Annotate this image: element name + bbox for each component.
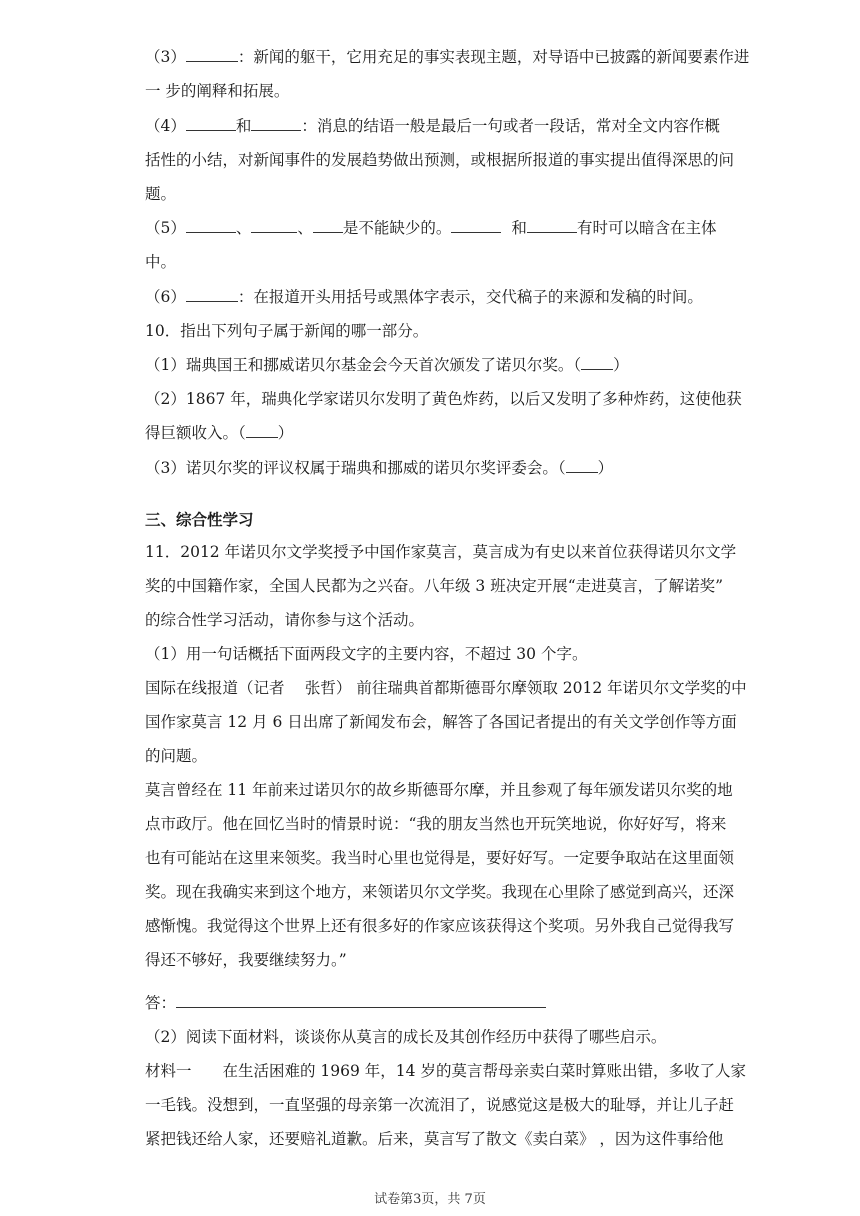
q11-passage-1-line-1: 国际在线报道（记者 张哲） 前往瑞典首都斯德哥尔摩领取 2012 年诺贝尔文学奖的中 [145, 679, 747, 697]
q9-item-5-line-1: （5） 、 、 是不能缺少的。 和 有时可以暗含在主体 [145, 219, 717, 237]
q11-answer-line: 答： [145, 993, 725, 1013]
q11-passage-2-line-5: 感惭愧。我觉得这个世界上还有很多好的作家应该获得这个奖项。另外我自己觉得我写 [145, 917, 735, 935]
q10-stem: 10．指出下列句子属于新闻的哪一部分。 [145, 322, 429, 340]
q10-sentence-1: （1）瑞典国王和挪威诺贝尔基金会今天首次颁发了诺贝尔奖。（ ） [145, 356, 629, 374]
answer-blank[interactable] [581, 355, 613, 370]
q11-material-1-line-1: 材料一 在生活困难的 1969 年，14 岁的莫言帮母亲卖白菜时算账出错，多收了人家 [145, 1062, 746, 1080]
q11-passage-2-line-1: 莫言曾经在 11 年前来过诺贝尔的故乡斯德哥尔摩，并且参观了每年颁发诺贝尔奖的地 [145, 781, 733, 799]
q9-item-5-line-2: 中。 [145, 253, 177, 271]
answer-blank[interactable] [313, 218, 343, 233]
q9-item-6-line-1: （6） ：在报道开头用括号或黑体字表示，交代稿子的来源和发稿的时间。 [145, 288, 703, 306]
answer-blank[interactable] [186, 116, 236, 131]
q11-passage-2-line-2: 点市政厅。他在回忆当时的情景时说：“我的朋友当然也开玩笑地说，你好好写，将来 [145, 815, 727, 833]
q9-item-4-line-3: 题。 [145, 185, 177, 203]
q11-passage-1-line-3: 的问题。 [145, 747, 208, 765]
q11-passage-1-line-2: 国作家莫言 12 月 6 日出席了新闻发布会，解答了各国记者提出的有关文学创作等方面 [145, 713, 737, 731]
answer-blank[interactable] [566, 458, 598, 473]
answer-blank[interactable] [251, 116, 301, 131]
q9-item-3-line-1: （3） ：新闻的躯干，它用充足的事实表现主题，对导语中已披露的新闻要素作进 [145, 48, 750, 66]
answer-blank[interactable] [246, 423, 278, 438]
answer-blank[interactable] [186, 287, 238, 302]
answer-blank[interactable] [527, 218, 577, 233]
answer-blank[interactable] [451, 218, 501, 233]
q11-material-1-line-3: 紧把钱还给人家，还要赔礼道歉。后来，莫言写了散文《卖白菜》 ，因为这件事给他 [145, 1130, 724, 1148]
q11-passage-2-line-4: 奖。现在我确实来到这个地方，来领诺贝尔文学奖。我现在心里除了感觉到高兴，还深 [145, 883, 735, 901]
q10-sentence-2-line-1: （2）1867 年，瑞典化学家诺贝尔发明了黄色炸药，以后又发明了多种炸药，这使他获 [145, 390, 742, 408]
answer-blank[interactable] [176, 993, 546, 1008]
answer-blank[interactable] [251, 218, 297, 233]
q10-sentence-2-line-2: 得巨额收入。（ ） [145, 424, 294, 442]
answer-blank[interactable] [186, 47, 238, 62]
q11-passage-2-line-3: 也有可能站在这里来领奖。我当时心里也觉得是，要好好写。一定要争取站在这里面领 [145, 849, 735, 867]
q9-item-3-line-2: 一 步的阐释和拓展。 [145, 82, 290, 100]
q11-stem-line-1: 11．2012 年诺贝尔文学奖授予中国作家莫言，莫言成为有史以来首位获得诺贝尔文学 [145, 543, 737, 561]
q11-material-1-line-2: 一毛钱。没想到，一直坚强的母亲第一次流泪了，说感觉这是极大的耻辱，并让儿子赶 [145, 1096, 735, 1114]
q11-part-2-prompt: （2）阅读下面材料，谈谈你从莫言的成长及其创作经历中获得了哪些启示。 [145, 1028, 667, 1046]
q11-passage-2-line-6: 得还不够好，我要继续努力。” [145, 951, 347, 969]
answer-blank[interactable] [186, 218, 236, 233]
q9-item-4-line-2: 括性的小结，对新闻事件的发展趋势做出预测，或根据所报道的事实提出值得深思的问 [145, 151, 735, 169]
q10-sentence-3: （3）诺贝尔奖的评议权属于瑞典和挪威的诺贝尔奖评委会。（ ） [145, 459, 614, 477]
q9-item-4-line-1: （4） 和 ：消息的结语一般是最后一句或者一段话，常对全文内容作概 [145, 117, 720, 135]
q11-stem-line-2: 奖的中国籍作家，全国人民都为之兴奋。八年级 3 班决定开展“走进莫言，了解诺奖” [145, 577, 724, 595]
q11-stem-line-3: 的综合性学习活动，请你参与这个活动。 [145, 611, 425, 629]
q11-part-1-prompt: （1）用一句话概括下面两段文字的主要内容，不超过 30 个字。 [145, 645, 588, 663]
page-footer: 试卷第3页，共 7页 [374, 1192, 486, 1207]
section-3-title: 三、综合性学习 [145, 511, 254, 529]
